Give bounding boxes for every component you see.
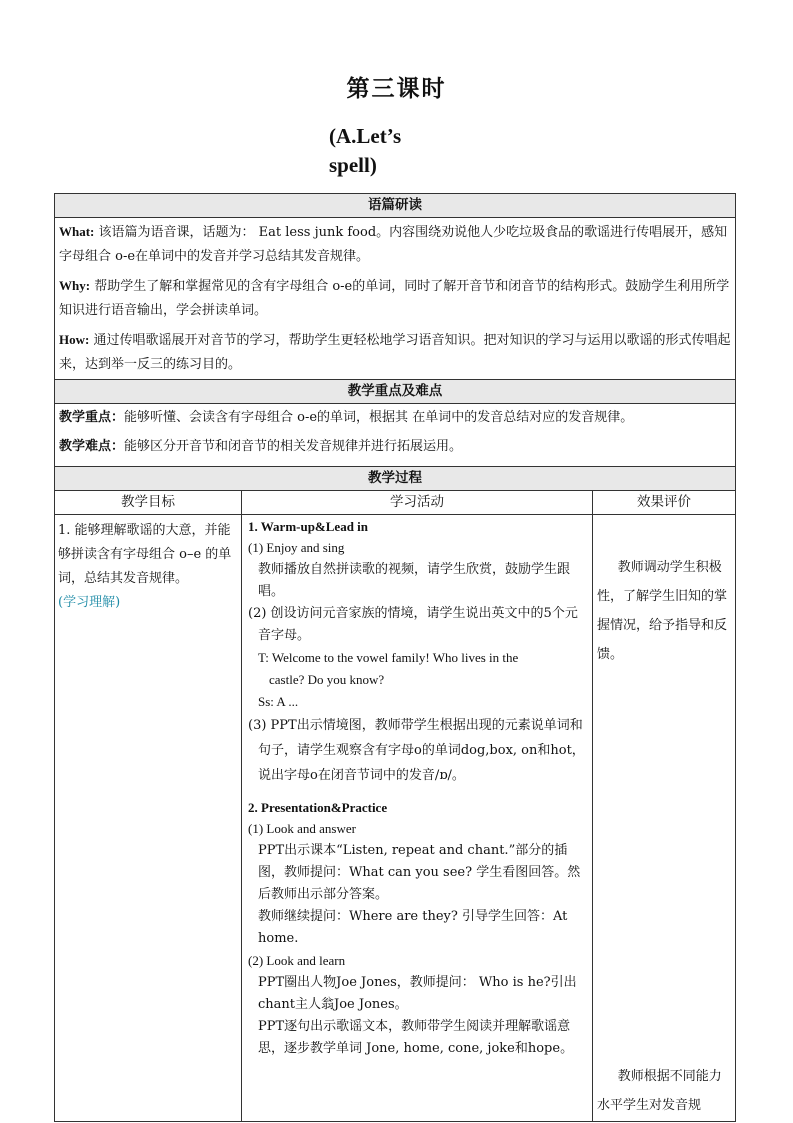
- step2-2-text1: PPT圈出人物Joe Jones，教师提问： Who is he?引出chant主人翁Joe Jones。: [258, 975, 577, 1012]
- difficulty-label: 教学难点：: [59, 439, 125, 454]
- evaluation-cell: [593, 515, 736, 1122]
- step2-1-text1: PPT出示课本“Listen, repeat and chant.”部分的插图，教师提问：What can you see? 学生看图回答。然后教师出示部分答案。: [258, 843, 581, 902]
- step1-2-teacher-line-cont: castle? Do you know?: [269, 672, 385, 687]
- page-subtitle: [329, 122, 401, 180]
- goal-tag: (学习理解): [58, 595, 121, 610]
- step1-2-title: (2) 创设访问元音家族的情境，请学生说出英文中的5个元音字母。: [248, 606, 578, 643]
- column-header-evaluation: 效果评价: [593, 491, 736, 515]
- activities-cell: [242, 515, 593, 1122]
- how-label: How:: [59, 332, 90, 347]
- difficulty-paragraph: [55, 433, 735, 461]
- step2-2-title: (2) Look and learn: [248, 953, 346, 968]
- subtitle-line-2: spell): [329, 153, 377, 177]
- key-point-label: 教学重点：: [59, 410, 125, 425]
- step2-1-title: (1) Look and answer: [248, 821, 356, 836]
- subtitle-line-1: (A.Let’s: [329, 124, 402, 148]
- step2-2-text2: PPT逐句出示歌谣文本，教师带学生阅读并理解歌谣意思，逐步教学单词 Jone, home, cone, joke和hope。: [258, 1019, 574, 1056]
- why-label: Why:: [59, 278, 91, 293]
- step1-3-text: (3) PPT出示情境图，教师带学生根据出现的元素说单词和句子，请学生观察含有字母o的单词dog,box, on和hot，说出字母o在闭音节词中的发音/ɒ/。: [248, 718, 585, 783]
- step1-2-students-line: Ss: A ...: [258, 694, 299, 709]
- section-header-teaching-process: 教学过程: [55, 467, 736, 491]
- evaluation-text-2: 教师根据不同能力水平学生对发音规: [597, 1069, 722, 1113]
- key-point-paragraph: [55, 404, 735, 432]
- key-point-text: 能够听懂、会读含有字母组合 o-e的单词，根据其 在单词中的发音总结对应的发音规律。: [124, 410, 634, 425]
- how-text: 通过传唱歌谣展开对音节的学习，帮助学生更轻松地学习语音知识。把对知识的学习与运用以歌谣的形式传唱起来，达到举一反三的练习目的。: [59, 333, 731, 372]
- step1-1-text: 教师播放自然拼读歌的视频，请学生欣赏，鼓励学生跟唱。: [258, 562, 571, 599]
- difficulty-text: 能够区分开音节和闭音节的相关发音规律并进行拓展运用。: [124, 439, 463, 454]
- what-text: 该语篇为语音课，话题为： Eat less junk food。内容围绕劝说他人少吃垃圾食品的歌谣进行传唱展开，感知字母组合 o-e在单词中的发音并学习总结其发音规律。: [59, 225, 728, 264]
- activities-content: [242, 517, 592, 1060]
- section-header-key-points: 教学重点及难点: [55, 380, 736, 404]
- why-paragraph: [55, 272, 735, 325]
- step1-2-teacher-line: T: Welcome to the vowel family! Who lives in the: [258, 650, 519, 665]
- evaluation-content: [593, 515, 735, 1120]
- step1-1-title: (1) Enjoy and sing: [248, 540, 345, 555]
- column-header-activities: 学习活动: [242, 491, 593, 515]
- what-label: What:: [59, 224, 95, 239]
- evaluation-text-1: 教师调动学生积极性，了解学生旧知的掌握情况，给予指导和反馈。: [597, 560, 728, 662]
- goal-text: 1. 能够理解歌谣的大意，并能够拼读含有字母组合 o–e 的单词，总结其发音规律。: [58, 523, 232, 586]
- key-points-content: [55, 404, 736, 467]
- column-header-goals: 教学目标: [55, 491, 242, 515]
- section-header-text-study: 语篇研读: [55, 194, 736, 218]
- lesson-plan-table: [54, 193, 736, 1122]
- why-text: 帮助学生了解和掌握常见的含有字母组合 o-e的单词，同时了解开音节和闭音节的结构形式。鼓励学生利用所学知识进行语音输出，学会拼读单词。: [59, 279, 730, 318]
- text-study-content: [55, 218, 736, 380]
- step2-1-text2: 教师继续提问：Where are they? 引导学生回答：At home.: [258, 909, 568, 946]
- page-title: 第三课时: [346, 75, 447, 102]
- what-paragraph: [55, 218, 735, 271]
- goals-cell: [55, 515, 242, 1122]
- how-paragraph: [55, 326, 735, 379]
- step1-title: 1. Warm-up&Lead in: [248, 519, 369, 534]
- step2-title: 2. Presentation&Practice: [248, 800, 388, 815]
